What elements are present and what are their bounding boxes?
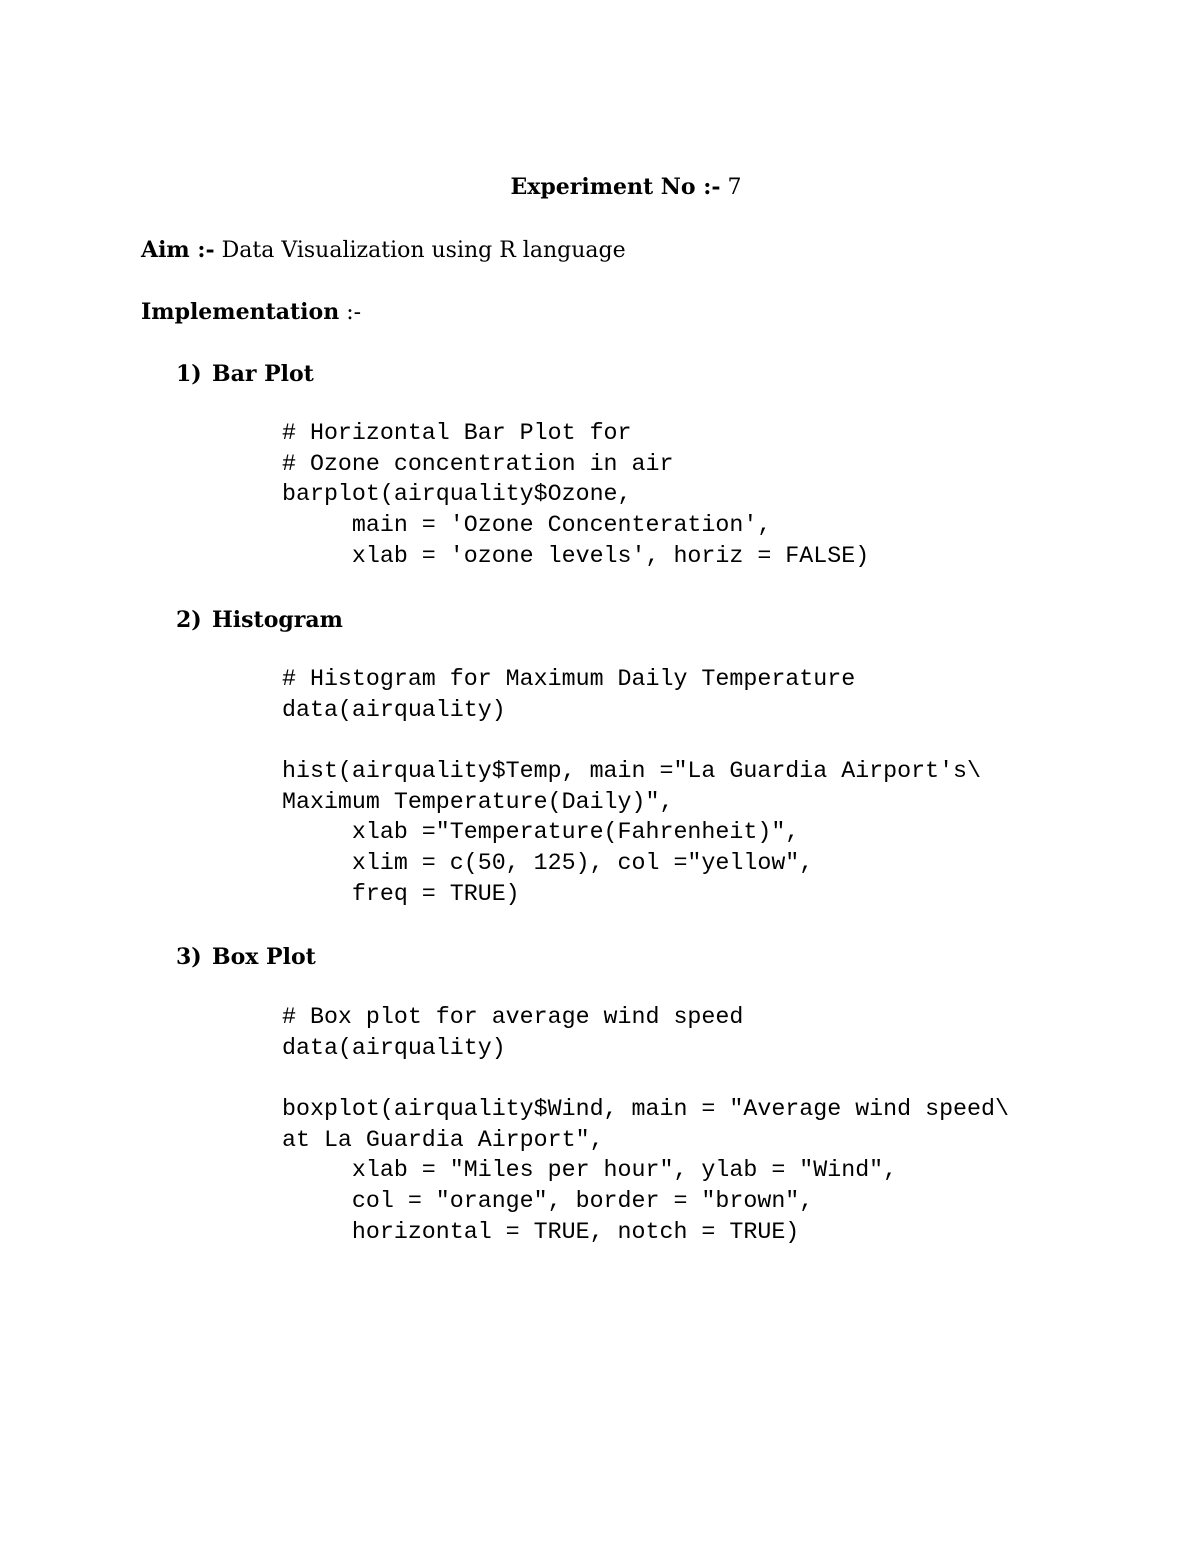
document-title xyxy=(0,172,1200,203)
code-block-box-plot xyxy=(282,1002,1009,1248)
section-number: 1) xyxy=(176,361,202,387)
code-line xyxy=(282,725,981,756)
code-line: col = "orange", border = "brown", xyxy=(282,1188,814,1215)
code-line: data(airquality) xyxy=(282,1034,506,1061)
code-line: # Ozone concentration in air xyxy=(282,450,674,477)
section-heading-bar-plot xyxy=(176,359,314,389)
implementation-heading xyxy=(141,297,361,328)
code-line: # Box plot for average wind speed xyxy=(282,1004,744,1030)
section-title: Bar Plot xyxy=(212,361,314,387)
aim-label: Aim :- xyxy=(141,237,215,263)
code-line: freq = TRUE) xyxy=(282,880,520,907)
code-line: Maximum Temperature(Daily)", xyxy=(282,788,674,815)
code-line: main = 'Ozone Concenteration', xyxy=(282,512,772,539)
code-line: xlab = "Miles per hour", ylab = "Wind", xyxy=(282,1157,898,1184)
code-line: horizontal = TRUE, notch = TRUE) xyxy=(282,1218,800,1245)
code-line: xlim = c(50, 125), col ="yellow", xyxy=(282,850,814,877)
section-title: Histogram xyxy=(212,607,343,633)
section-heading-histogram xyxy=(176,605,343,635)
title-label: Experiment No :- xyxy=(510,174,721,200)
code-line: data(airquality) xyxy=(282,696,506,723)
aim-line xyxy=(141,235,626,266)
code-line: hist(airquality$Temp, main ="La Guardia Airport's\ xyxy=(282,758,982,785)
code-line xyxy=(282,1063,1009,1094)
section-number: 2) xyxy=(176,607,202,633)
implementation-label: Implementation xyxy=(141,299,340,325)
code-line: barplot(airquality$Ozone, xyxy=(282,481,632,508)
code-line: at La Guardia Airport", xyxy=(282,1126,604,1153)
code-line: boxplot(airquality$Wind, main = "Average wind speed\ xyxy=(282,1096,1009,1123)
code-block-histogram xyxy=(282,664,981,910)
experiment-number: 7 xyxy=(727,175,742,200)
section-number: 3) xyxy=(176,944,202,970)
code-line: # Histogram for Maximum Daily Temperature xyxy=(282,666,856,692)
section-heading-box-plot xyxy=(176,942,316,972)
code-line: xlab ="Temperature(Fahrenheit)", xyxy=(282,819,800,846)
aim-text: Data Visualization using R language xyxy=(221,238,626,263)
code-line: xlab = 'ozone levels', horiz = FALSE) xyxy=(282,542,870,569)
code-block-bar-plot xyxy=(282,418,869,571)
implementation-suffix: :- xyxy=(346,300,362,325)
code-line: # Horizontal Bar Plot for xyxy=(282,420,632,446)
section-title: Box Plot xyxy=(212,944,316,970)
